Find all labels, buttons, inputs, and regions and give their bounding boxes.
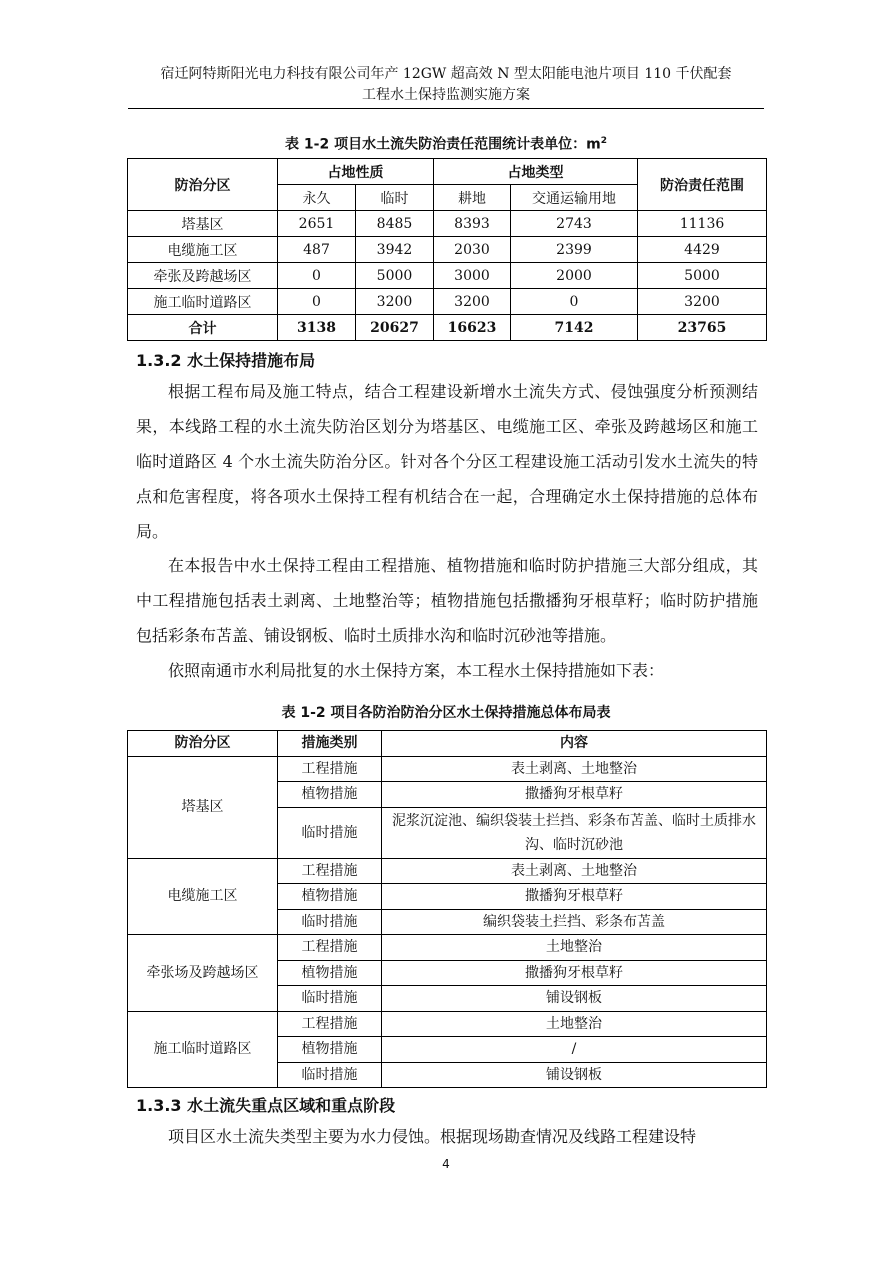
table2-header-category: 措施类别 bbox=[278, 731, 382, 757]
content-cell: 表土剥离、土地整治 bbox=[382, 858, 767, 884]
transport-cell: 0 bbox=[511, 289, 638, 315]
zone-cell: 牵张场及跨越场区 bbox=[128, 935, 278, 1012]
section-heading-1-3-2: 1.3.2 水土保持措施布局 bbox=[136, 351, 316, 370]
table1-header-transport: 交通运输用地 bbox=[511, 185, 638, 211]
category-cell: 植物措施 bbox=[278, 1037, 382, 1063]
table1-header-scope: 防治责任范围 bbox=[638, 159, 767, 211]
category-cell: 工程措施 bbox=[278, 1011, 382, 1037]
responsibility-scope-table bbox=[127, 158, 767, 341]
total-farmland-cell: 16623 bbox=[434, 315, 511, 341]
category-cell: 临时措施 bbox=[278, 986, 382, 1012]
table-row bbox=[128, 858, 767, 884]
zone-cell: 电缆施工区 bbox=[128, 858, 278, 935]
total-permanent-cell: 3138 bbox=[278, 315, 356, 341]
farmland-cell: 2030 bbox=[434, 237, 511, 263]
table-row bbox=[128, 289, 767, 315]
zone-cell: 施工临时道路区 bbox=[128, 1011, 278, 1088]
zone-cell: 施工临时道路区 bbox=[128, 289, 278, 315]
header-rule bbox=[128, 108, 764, 109]
content-cell: 撒播狗牙根草籽 bbox=[382, 782, 767, 808]
page-number: 4 bbox=[442, 1157, 450, 1171]
section-heading-1-3-3: 1.3.3 水土流失重点区域和重点阶段 bbox=[136, 1096, 396, 1115]
table2-caption: 表 1-2 项目各防治防治分区水土保持措施总体布局表 bbox=[281, 705, 611, 721]
scope-cell: 5000 bbox=[638, 263, 767, 289]
table-row bbox=[128, 263, 767, 289]
scope-cell: 4429 bbox=[638, 237, 767, 263]
farmland-cell: 3200 bbox=[434, 289, 511, 315]
header-line-1: 宿迁阿特斯阳光电力科技有限公司年产 12GW 超高效 N 型太阳能电池片项目 110 千伏配套 bbox=[160, 66, 732, 82]
category-cell: 植物措施 bbox=[278, 782, 382, 808]
paragraph: 依照南通市水利局批复的水土保持方案，本工程水土保持措施如下表： bbox=[168, 661, 665, 680]
temporary-cell: 5000 bbox=[356, 263, 434, 289]
table1-header-nature: 占地性质 bbox=[278, 159, 434, 185]
table2-header-content: 内容 bbox=[382, 731, 767, 757]
category-cell: 临时措施 bbox=[278, 807, 382, 858]
table1-header-temporary: 临时 bbox=[356, 185, 434, 211]
paragraph: 项目区水土流失类型主要为水力侵蚀。根据现场勘查情况及线路工程建设特 bbox=[168, 1127, 697, 1146]
category-cell: 工程措施 bbox=[278, 858, 382, 884]
total-label-cell: 合计 bbox=[128, 315, 278, 341]
table-row bbox=[128, 211, 767, 237]
transport-cell: 2743 bbox=[511, 211, 638, 237]
category-cell: 临时措施 bbox=[278, 909, 382, 935]
table-row bbox=[128, 237, 767, 263]
farmland-cell: 3000 bbox=[434, 263, 511, 289]
table-row bbox=[128, 756, 767, 782]
content-cell: 表土剥离、土地整治 bbox=[382, 756, 767, 782]
table1-header-row-1 bbox=[128, 159, 767, 185]
table-row bbox=[128, 935, 767, 961]
zone-cell: 塔基区 bbox=[128, 211, 278, 237]
scope-cell: 3200 bbox=[638, 289, 767, 315]
running-header bbox=[128, 64, 764, 106]
content-cell: 撒播狗牙根草籽 bbox=[382, 884, 767, 910]
table1-header-zone: 防治分区 bbox=[128, 159, 278, 211]
transport-cell: 2000 bbox=[511, 263, 638, 289]
header-line-2: 工程水土保持监测实施方案 bbox=[362, 87, 530, 103]
zone-cell: 电缆施工区 bbox=[128, 237, 278, 263]
permanent-cell: 0 bbox=[278, 289, 356, 315]
farmland-cell: 8393 bbox=[434, 211, 511, 237]
zone-cell: 塔基区 bbox=[128, 756, 278, 858]
category-cell: 植物措施 bbox=[278, 960, 382, 986]
temporary-cell: 3942 bbox=[356, 237, 434, 263]
table2-header-row bbox=[128, 731, 767, 757]
total-scope-cell: 23765 bbox=[638, 315, 767, 341]
content-cell: 撒播狗牙根草籽 bbox=[382, 960, 767, 986]
temporary-cell: 8485 bbox=[356, 211, 434, 237]
category-cell: 植物措施 bbox=[278, 884, 382, 910]
content-cell: 编织袋装土拦挡、彩条布苫盖 bbox=[382, 909, 767, 935]
table2-header-zone: 防治分区 bbox=[128, 731, 278, 757]
table1-caption-sup: 2 bbox=[600, 136, 607, 146]
table1-total-row bbox=[128, 315, 767, 341]
category-cell: 临时措施 bbox=[278, 1062, 382, 1088]
content-cell: 泥浆沉淀池、编织袋装土拦挡、彩条布苫盖、临时土质排水沟、临时沉砂池 bbox=[382, 807, 767, 858]
permanent-cell: 0 bbox=[278, 263, 356, 289]
zone-cell: 牵张及跨越场区 bbox=[128, 263, 278, 289]
table1-header-permanent: 永久 bbox=[278, 185, 356, 211]
content-cell: 铺设钢板 bbox=[382, 1062, 767, 1088]
category-cell: 工程措施 bbox=[278, 756, 382, 782]
content-cell: 土地整治 bbox=[382, 935, 767, 961]
total-temporary-cell: 20627 bbox=[356, 315, 434, 341]
permanent-cell: 487 bbox=[278, 237, 356, 263]
table-row bbox=[128, 1011, 767, 1037]
paragraph: 根据工程布局及施工特点，结合工程建设新增水土流失方式、侵蚀强度分析预测结果，本线路工程的水土流失防治区划分为塔基区、电缆施工区、牵张及跨越场区和施工临时道路区 4 个水土流失防治分区。针对各个分区工程建设施工活动引发水土流失的特点和危害程度，将各项水土保持工程有机结合在一起，合理确定水土保持措施的总体布局。 bbox=[136, 382, 758, 541]
paragraph: 在本报告中水土保持工程由工程措施、植物措施和临时防护措施三大部分组成，其中工程措施包括表土剥离、土地整治等；植物措施包括撒播狗牙根草籽；临时防护措施包括彩条布苫盖、铺设钢板、临时土质排水沟和临时沉砂池等措施。 bbox=[136, 556, 758, 645]
scope-cell: 11136 bbox=[638, 211, 767, 237]
table1-caption bbox=[128, 131, 764, 155]
content-cell: / bbox=[382, 1037, 767, 1063]
content-cell: 土地整治 bbox=[382, 1011, 767, 1037]
measures-layout-table bbox=[127, 730, 767, 1088]
table1-caption-text: 表 1-2 项目水土流失防治责任范围统计表单位：m bbox=[285, 136, 601, 153]
table1-header-type: 占地类型 bbox=[434, 159, 638, 185]
temporary-cell: 3200 bbox=[356, 289, 434, 315]
category-cell: 工程措施 bbox=[278, 935, 382, 961]
content-cell: 铺设钢板 bbox=[382, 986, 767, 1012]
permanent-cell: 2651 bbox=[278, 211, 356, 237]
transport-cell: 2399 bbox=[511, 237, 638, 263]
total-transport-cell: 7142 bbox=[511, 315, 638, 341]
table1-header-farmland: 耕地 bbox=[434, 185, 511, 211]
